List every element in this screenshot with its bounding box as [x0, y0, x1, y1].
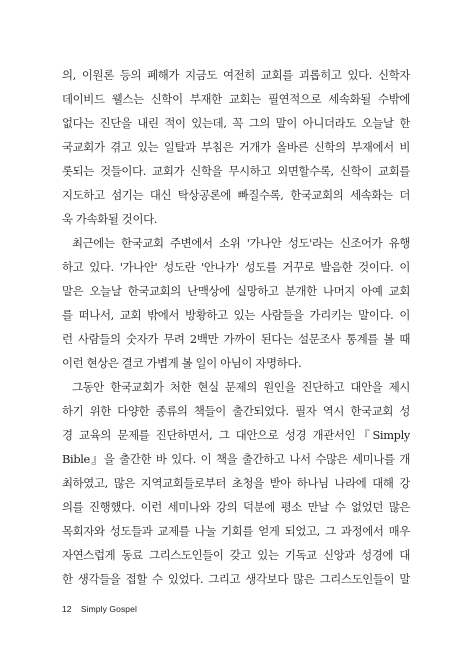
text-line: 하기 위한 다양한 종류의 책들이 출간되었다. 필자 역시 한국교회 성	[62, 404, 410, 418]
text-line: 국교회가 겪고 있는 일탈과 부침은 거개가 올바른 신학의 부재에서 비	[62, 140, 410, 154]
text-line: 최하였고, 많은 지역교회들로부터 초청을 받아 하나님 나라에 대해 강	[62, 476, 410, 490]
text-line: 욱 가속화될 것이다.	[62, 212, 158, 226]
text-line: Bible』을 출간한 바 있다. 이 책을 출간하고 나서 수많은 세미나를 개	[62, 452, 410, 466]
text-line: 목회자와 성도들과 교제를 나눌 기회를 얻게 되었고, 그 과정에서 매우	[62, 524, 410, 538]
text-line: 지도하고 섬기는 대신 탁상공론에 빠질수록, 한국교회의 세속화는 더	[62, 188, 410, 202]
body-text	[62, 63, 410, 591]
text-line: 없다는 진단을 내린 적이 있는데, 꼭 그의 말이 아니더라도 오늘날 한	[62, 116, 410, 130]
paragraph	[62, 63, 410, 231]
page-footer	[62, 603, 137, 615]
text-line: 한 생각들을 접할 수 있었다. 그리고 생각보다 많은 그리스도인들이 말	[62, 572, 410, 586]
text-line: 의, 이원론 등의 폐해가 지금도 여전히 교회를 괴롭히고 있다. 신학자	[62, 68, 410, 82]
text-line: 롯되는 것들이다. 교회가 신학을 무시하고 외면할수록, 신학이 교회를	[62, 164, 410, 178]
text-line: 그동안 한국교회가 처한 현실 문제의 원인을 진단하고 대안을 제시	[72, 380, 410, 394]
page-number: 12	[62, 604, 72, 614]
text-line: 하고 있다. '가나안' 성도란 '안나가' 성도를 거꾸로 발음한 것이다. 이	[62, 260, 410, 274]
paragraph	[62, 231, 410, 375]
text-line: 런 사람들의 숫자가 무려 2백만 가까이 된다는 설문조사 통계를 볼 때	[62, 332, 410, 346]
text-line: 를 떠나서, 교회 밖에서 방황하고 있는 사람들을 가리키는 말이다. 이	[62, 308, 410, 322]
text-line: 경 교육의 문제를 진단하면서, 그 대안으로 성경 개관서인『Simply	[62, 428, 410, 442]
running-title: Simply Gospel	[80, 604, 137, 614]
text-line: 데이비드 웰스는 신학이 부재한 교회는 필연적으로 세속화될 수밖에	[62, 92, 410, 106]
text-line: 의를 진행했다. 이런 세미나와 강의 덕분에 평소 만날 수 없었던 많은	[62, 500, 410, 514]
text-line: 이런 현상은 결코 가볍게 볼 일이 아님이 자명하다.	[62, 356, 302, 370]
text-line: 최근에는 한국교회 주변에서 소위 '가나안 성도'라는 신조어가 유행	[72, 236, 410, 250]
text-line: 자연스럽게 동료 그리스도인들이 갖고 있는 기독교 신앙과 성경에 대	[62, 548, 410, 562]
paragraph	[62, 375, 410, 591]
text-line: 말은 오늘날 한국교회의 난맥상에 실망하고 분개한 나머지 아예 교회	[62, 284, 410, 298]
